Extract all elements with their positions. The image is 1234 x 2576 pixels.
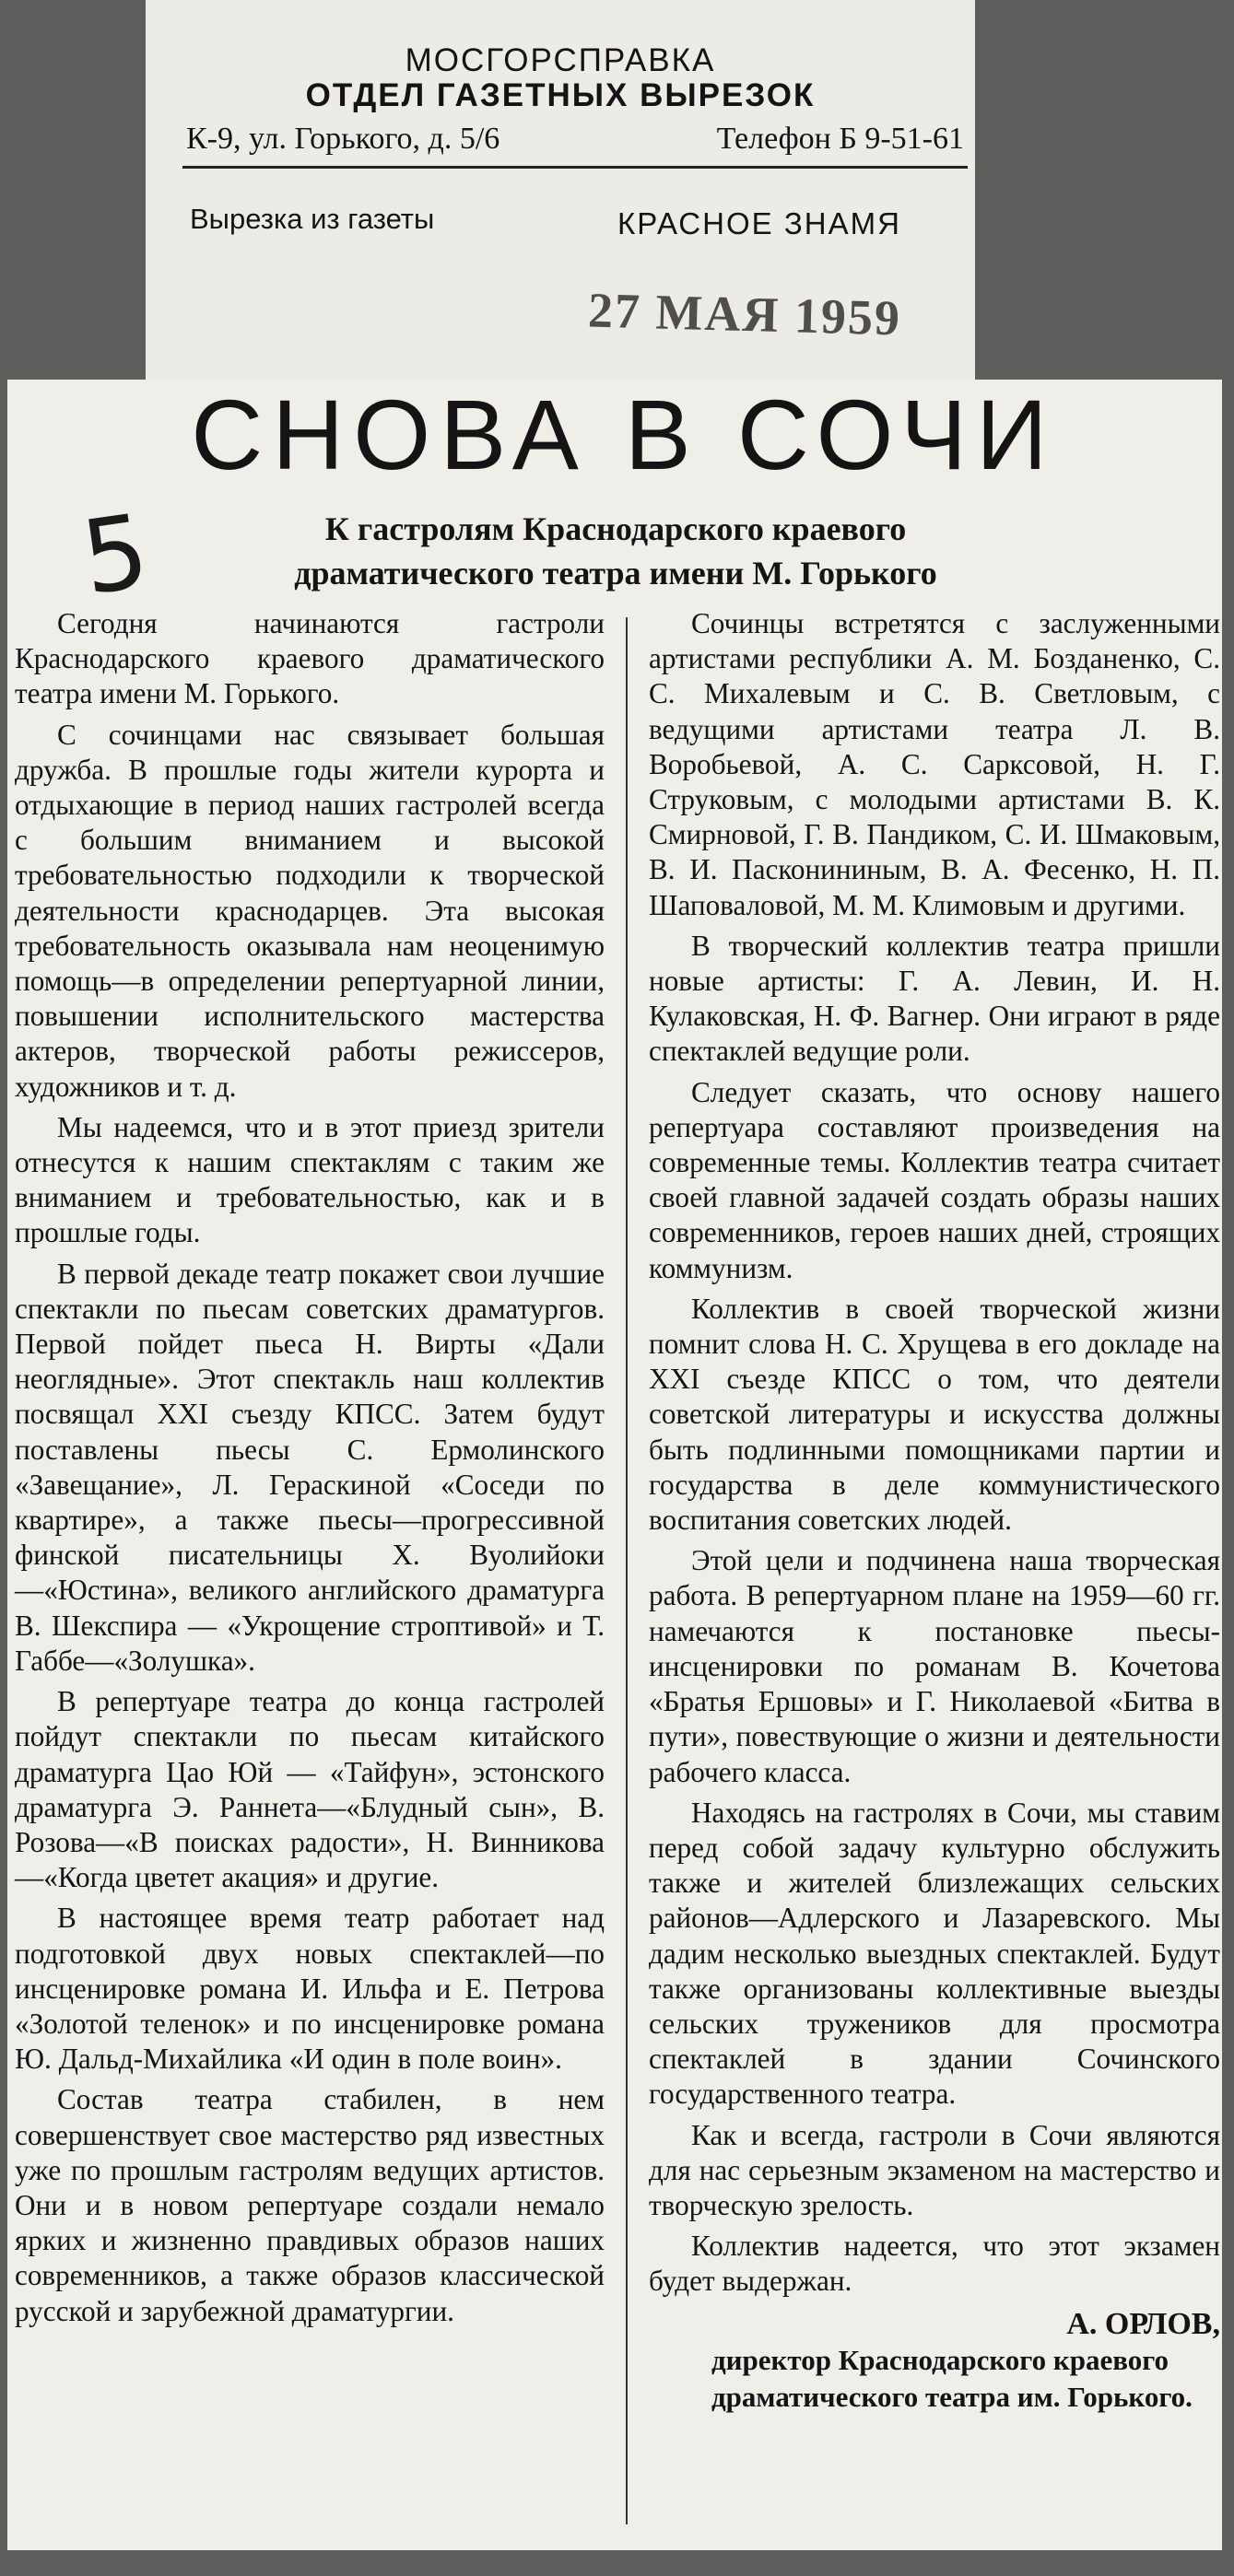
paragraph: Коллектив в своей творческой жизни помнит слова Н. С. Хрущева в его докладе на XXI съезде КПСС о том, что деятели советской литературы и искусства должны быть подлинными помощниками партии и государства в деле коммунистического воспитания советских людей. (649, 1292, 1220, 1537)
bureau-address: К-9, ул. Горького, д. 5/6 (186, 122, 500, 156)
paragraph: Состав театра стабилен, в нем совершенствует свое мастерство ряд известных уже по прошлым гастролям ведущих артистов. Они и в новом репертуаре создали немало ярких и жизненно правдивых образов наших современников, а также образов классической русской и зарубежной драматургии. (15, 2083, 605, 2327)
clipping-label (146, 0, 975, 398)
left-column (15, 606, 605, 2335)
paragraph: Мы надеемся, что и в этот приезд зрители отнесутся к нашим спектаклям с таким же вниманием и требовательностью, как и в прошлые годы. (15, 1110, 605, 1249)
signature-title: директор Краснодарского краевого драматического театра им. Горького. (711, 2343, 1193, 2413)
paragraph: Как и всегда, гастроли в Сочи являются для нас серьезным экзаменом на мастерство и творческую зрелость. (649, 2118, 1220, 2221)
paragraph: Следует сказать, что основу нашего репертуара составляют произведения на современные темы. Коллектив театра считает своей главной задачей создать образы наших современников, героев наших дней, строящих коммунизм. (649, 1075, 1220, 1284)
subtitle-line-2: драматического театра имени М. Горького (294, 555, 937, 591)
subtitle (173, 507, 1058, 595)
handwritten-mark: 5 (75, 491, 156, 618)
paragraph: В репертуаре театра до конца гастролей пойдут спектакли по пьесам китайского драматурга Цао Юй — «Тайфун», эстонского драматурга Э. Раннета—«Блудный сын», В. Розова—«В поисках радости», Н. Винникова—«Когда цветет акация» и другие. (15, 1685, 605, 1894)
paragraph: Сочинцы встретятся с заслуженными артистами республики А. М. Бозданенко, С. С. Михалевым и С. В. Светловым, с ведущими артистами театра Л. В. Воробьевой, А. С. Сарксовой, Н. Г. Струковым, с молодыми артистами В. К. Смирновой, Г. В. Пандиком, С. И. Шмаковым, В. И. Пасконининым, В. А. Фесенко, Н. П. Шаповаловой, М. М. Климовым и другими. (649, 607, 1220, 921)
date-stamp: 27 МАЯ 1959 (587, 282, 902, 346)
right-column (649, 606, 1220, 2416)
newspaper-article (7, 380, 1222, 2550)
bureau-name: МОСГОРСПРАВКА (405, 42, 716, 78)
paragraph: Этой цели и подчинена наша творческая работа. В репертуарном плане на 1959—60 гг. намечаются к постановке пьесы-инсценировки по романам В. Кочетова «Братья Ершовы» и Г. Николаевой «Битва в пути», повествующие о жизни и деятельности рабочего класса. (649, 1544, 1220, 1788)
subtitle-line-1: К гастролям Краснодарского краевого (324, 510, 907, 547)
paragraph: Сегодня начинаются гастроли Краснодарского краевого драматического театра имени М. Горького. (15, 607, 605, 710)
signature-name: А. ОРЛОВ, (1066, 2306, 1220, 2341)
paragraph: Находясь на гастролях в Сочи, мы ставим перед собой задачу культурно обслужить также и жителей близлежащих сельских районов—Адлерского и Лазаревского. Мы дадим несколько выездных спектаклей. Будут также организованы коллективные выезды сельских тружеников для просмотра спектаклей в здании Сочинского государственного театра. (649, 1796, 1220, 2111)
department-name: ОТДЕЛ ГАЗЕТНЫХ ВЫРЕЗОК (305, 77, 816, 113)
paragraph: С сочинцами нас связывает большая дружба. В прошлые годы жители курорта и отдыхающие в период наших гастролей всегда с большим вниманием и высокой требовательностью подходили к творческой деятельности краснодарцев. Эта высокая требовательность оказывала нам неоценимую помощь—в определении репертуарной линии, повышении исполнительского мастерства актеров, творческой работы режиссеров, художников и т. д. (15, 718, 605, 1103)
cut-from-caption: Вырезка из газеты (190, 203, 435, 235)
bureau-phone: Телефон Б 9-51-61 (716, 122, 964, 156)
column-divider (626, 617, 628, 2524)
paragraph: Коллектив надеется, что этот экзамен будет выдержан. (649, 2230, 1220, 2298)
headline: СНОВА В СОЧИ (191, 379, 1057, 490)
paragraph: В первой декаде театр покажет свои лучшие спектакли по пьесам советских драматургов. Первой пойдет пьеса Н. Вирты «Дали неоглядные». Этот спектакль наш коллектив посвящал XXI съезду КПСС. Затем будут поставлены пьесы С. Ермолинского «Завещание», Л. Гераскиной «Соседи по квартире», а также пьесы—прогрессивной финской писательницы Х. Вуолийоки—«Юстина», великого английского драматурга В. Шекспира — «Укрощение строптивой» и Т. Габбе—«Золушка». (15, 1257, 605, 1677)
label-divider (182, 166, 968, 169)
paragraph: В творческий коллектив театра пришли новые артисты: Г. А. Левин, И. Н. Кулаковская, Н. Ф. Вагнер. Они играют в ряде спектаклей ведущие роли. (649, 929, 1220, 1068)
paragraph: В настоящее время театр работает над подготовкой двух новых спектаклей—по инсценировке романа И. Ильфа и Е. Петрова «Золотой теленок» и по инсценировке романа Ю. Дальд-Михайлика «И один в поле воин». (15, 1902, 605, 2076)
newspaper-name: КРАСНОЕ ЗНАМЯ (617, 206, 901, 240)
